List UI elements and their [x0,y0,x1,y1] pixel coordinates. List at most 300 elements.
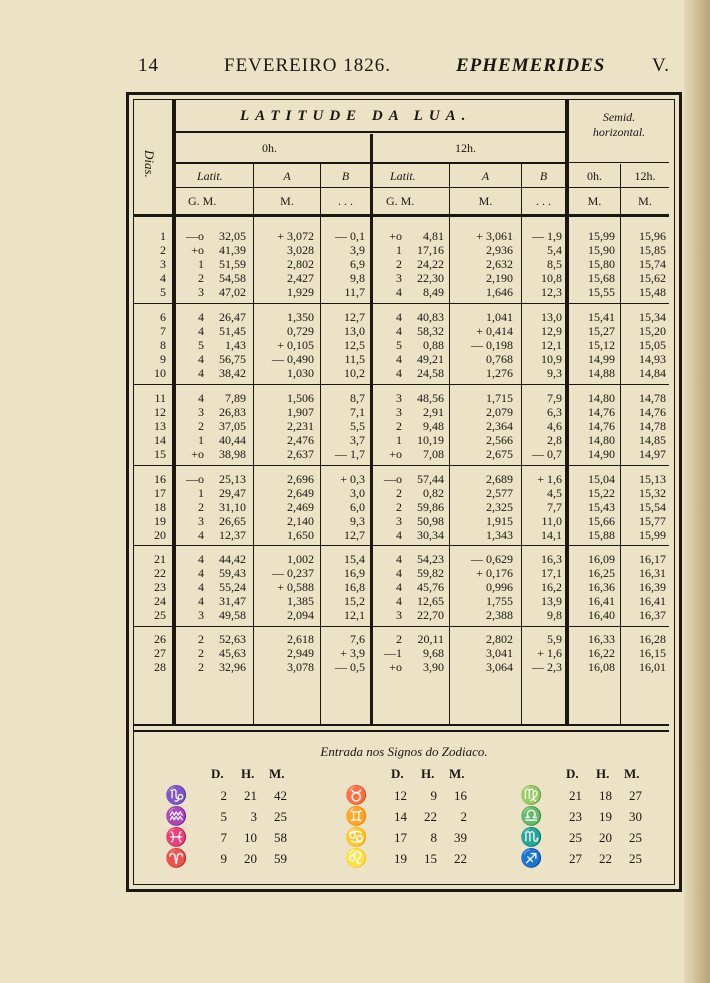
semid12-cell: 15,13 [639,472,666,486]
a0-cell: 2,802 [287,257,314,271]
a12-cell: 1,646 [486,285,513,299]
col-latit-0h: Latit. [197,169,223,183]
lat0-degree-cell: 2 [198,632,204,646]
lat12-degree-cell: 4 [396,285,402,299]
semid0-cell: 15,80 [588,257,615,271]
day-cell: 16 [154,472,166,486]
b12-cell: 16,2 [541,580,562,594]
a0-cell: 2,469 [287,500,314,514]
time-12h-label: 12h. [455,141,476,155]
day-cell: 18 [154,500,166,514]
a0-cell: 2,649 [287,486,314,500]
zodiac-sign-icon: ♒ [165,806,188,826]
b12-cell: 16,3 [541,552,562,566]
lat12-minutes-cell: 20,11 [417,632,444,646]
rule-semid-head [569,162,669,163]
zodiac-d-value: 7 [220,830,227,845]
a12-cell: 0,768 [486,352,513,366]
b0-cell: 3,7 [350,433,365,447]
zodiac-h-value: 22 [424,809,437,824]
a0-cell: 1,030 [287,366,314,380]
zodiac-h-value: 22 [599,851,612,866]
day-cell: 27 [154,646,166,660]
zodiac-m-value: 58 [274,830,287,845]
b0-cell: 12,5 [344,338,365,352]
lat12-degree-cell: 3 [396,608,402,622]
semid0-cell: 16,41 [588,594,615,608]
semid12-cell: 15,54 [639,500,666,514]
lat12-degree-cell: 2 [396,257,402,271]
lat0-minutes-cell: 45,63 [219,646,246,660]
lat0-minutes-cell: 25,13 [219,472,246,486]
lat0-degree-cell: 2 [198,646,204,660]
b0-cell: + 3,9 [340,646,365,660]
lat12-minutes-cell: 9,68 [423,646,444,660]
rule-mid [370,134,373,724]
zodiac-sign-icon: ♉ [345,785,368,805]
zodiac-d-value: 27 [569,851,582,866]
unit-gm-0h: G. M. [188,194,217,208]
b0-cell: 13,0 [344,324,365,338]
b0-cell: 7,6 [350,632,365,646]
semid12-cell: 14,93 [639,352,666,366]
semid12-cell: 16,37 [639,608,666,622]
b12-cell: 13,9 [541,594,562,608]
lat0-minutes-cell: 52,63 [219,632,246,646]
lat0-degree-cell: 4 [198,552,204,566]
a0-cell: + 3,072 [277,229,314,243]
zodiac-d-value: 25 [569,830,582,845]
b12-cell: — 0,7 [532,447,562,461]
lat12-degree-cell: —1 [384,646,402,660]
a0-cell: 2,618 [287,632,314,646]
zodiac-sign-icon: ♋ [345,827,368,847]
day-cell: 19 [154,514,166,528]
lat0-degree-cell: 4 [198,366,204,380]
day-cell: 14 [154,433,166,447]
zodiac-m-value: 25 [629,830,642,845]
lat0-degree-cell: —o [186,229,204,243]
a0-cell: + 0,105 [277,338,314,352]
b12-cell: 14,1 [541,528,562,542]
unit-gm-12h: G. M. [386,194,415,208]
a12-cell: 1,041 [486,310,513,324]
lat0-degree-cell: 4 [198,566,204,580]
a12-cell: 2,802 [486,632,513,646]
semid12-cell: 14,78 [639,419,666,433]
lat12-degree-cell: 3 [396,405,402,419]
table-title: LATITUDE DA LUA. [240,108,472,124]
b0-cell: 3,9 [350,243,365,257]
rule-group-4 [134,545,669,546]
unit-dots-b0: . . . [338,194,353,208]
lat0-minutes-cell: 54,58 [219,271,246,285]
semid12-cell: 16,15 [639,646,666,660]
zodiac-m-value: 22 [454,851,467,866]
zodiac-h-value: 15 [424,851,437,866]
lat12-minutes-cell: 4,81 [423,229,444,243]
lat0-minutes-cell: 38,42 [219,366,246,380]
lat0-minutes-cell: 26,65 [219,514,246,528]
semid12-cell: 15,85 [639,243,666,257]
lat12-minutes-cell: 30,34 [417,528,444,542]
lat0-minutes-cell: 26,83 [219,405,246,419]
col-semid-0h: 0h. [587,169,602,183]
semid12-cell: 16,41 [639,594,666,608]
semid12-cell: 16,17 [639,552,666,566]
a0-cell: 1,350 [287,310,314,324]
b0-cell: 16,8 [344,580,365,594]
lat12-degree-cell: 3 [396,391,402,405]
zodiac-sign-icon: ♑ [165,785,188,805]
a0-cell: 0,729 [287,324,314,338]
rule-foot [134,724,669,726]
semid12-cell: 15,20 [639,324,666,338]
semid0-cell: 16,09 [588,552,615,566]
lat12-degree-cell: 4 [396,580,402,594]
zodiac-sign-icon: ♏ [520,827,543,847]
b12-cell: 9,3 [547,366,562,380]
rule-semid-split [620,164,621,724]
lat0-degree-cell: 2 [198,419,204,433]
zodiac-header-m: M. [624,766,640,781]
semid12-cell: 16,28 [639,632,666,646]
b12-cell: 12,9 [541,324,562,338]
semid12-cell: 16,39 [639,580,666,594]
lat0-degree-cell: 4 [198,580,204,594]
zodiac-h-value: 19 [599,809,612,824]
lat12-minutes-cell: 8,49 [423,285,444,299]
b0-cell: — 0,1 [335,229,365,243]
lat12-minutes-cell: 2,91 [423,405,444,419]
lat0-degree-cell: +o [191,447,204,461]
a12-cell: 1,915 [486,514,513,528]
zodiac-m-value: 59 [274,851,287,866]
lat12-degree-cell: 4 [396,310,402,324]
lat12-degree-cell: 2 [396,486,402,500]
a12-cell: 1,276 [486,366,513,380]
a12-cell: + 3,061 [476,229,513,243]
lat0-degree-cell: —o [186,472,204,486]
semid0-cell: 15,68 [588,271,615,285]
semid-subtitle: horizontal. [592,125,646,139]
semid12-cell: 14,78 [639,391,666,405]
zodiac-header-h: H. [421,766,435,781]
lat0-minutes-cell: 26,47 [219,310,246,324]
b0-cell: 8,7 [350,391,365,405]
zodiac-d-value: 14 [394,809,407,824]
semid0-cell: 15,55 [588,285,615,299]
zodiac-d-value: 19 [394,851,407,866]
semid0-cell: 15,66 [588,514,615,528]
b12-cell: 10,9 [541,352,562,366]
a0-cell: 2,476 [287,433,314,447]
lat0-minutes-cell: 12,37 [219,528,246,542]
lat0-minutes-cell: 37,05 [219,419,246,433]
a0-cell: 2,696 [287,472,314,486]
lat0-degree-cell: 4 [198,528,204,542]
day-cell: 2 [160,243,166,257]
a12-cell: 1,715 [486,391,513,405]
zodiac-h-value: 21 [244,788,257,803]
day-cell: 8 [160,338,166,352]
day-cell: 17 [154,486,166,500]
semid12-cell: 14,76 [639,405,666,419]
day-cell: 25 [154,608,166,622]
lat0-degree-cell: 3 [198,405,204,419]
a0-cell: 1,002 [287,552,314,566]
semid12-cell: 15,77 [639,514,666,528]
zodiac-header-m: M. [449,766,465,781]
a12-cell: 2,689 [486,472,513,486]
a0-cell: 2,231 [287,419,314,433]
lat12-minutes-cell: 50,98 [417,514,444,528]
zodiac-m-value: 16 [454,788,467,803]
zodiac-title: Entrada nos Signos do Zodiaco. [320,744,488,759]
a0-cell: — 0,237 [272,566,314,580]
lat0-minutes-cell: 55,24 [219,580,246,594]
semid0-cell: 14,88 [588,366,615,380]
semid0-cell: 15,04 [588,472,615,486]
a12-cell: 2,190 [486,271,513,285]
zodiac-d-value: 17 [394,830,407,845]
rule-dias [172,100,176,724]
zodiac-header-h: H. [241,766,255,781]
b12-cell: 7,7 [547,500,562,514]
b12-cell: 12,1 [541,338,562,352]
col-a-0h: A [283,169,291,183]
zodiac-sign-icon: ♍ [520,785,543,805]
lat12-minutes-cell: 0,88 [423,338,444,352]
lat0-minutes-cell: 44,42 [219,552,246,566]
b12-cell: 8,5 [547,257,562,271]
zodiac-sign-icon: ♎ [520,806,543,826]
col-semid-12h: 12h. [634,169,656,183]
day-cell: 22 [154,566,166,580]
zodiac-d-value: 2 [220,788,227,803]
lat0-minutes-cell: 7,89 [225,391,246,405]
rule-units [134,214,669,217]
b12-cell: 17,1 [541,566,562,580]
lat12-degree-cell: +o [389,660,402,674]
lat12-minutes-cell: 10,19 [417,433,444,447]
zodiac-m-value: 42 [274,788,287,803]
zodiac-header-d: D. [566,766,579,781]
a12-cell: 1,343 [486,528,513,542]
lat12-minutes-cell: 58,32 [417,324,444,338]
col-b-12h: B [539,169,548,183]
lat12-minutes-cell: 9,48 [423,419,444,433]
b12-cell: 4,6 [547,419,562,433]
day-cell: 23 [154,580,166,594]
lat12-degree-cell: 4 [396,528,402,542]
lat12-degree-cell: +o [389,229,402,243]
lat12-degree-cell: 2 [396,632,402,646]
zodiac-m-value: 2 [460,809,467,824]
lat0-minutes-cell: 47,02 [219,285,246,299]
lat0-minutes-cell: 49,58 [219,608,246,622]
lat12-degree-cell: —o [384,472,402,486]
unit-m-a12: M. [478,194,493,208]
b12-cell: 6,3 [547,405,562,419]
zodiac-m-value: 25 [629,851,642,866]
lat12-minutes-cell: 48,56 [417,391,444,405]
lat12-degree-cell: 3 [396,271,402,285]
semid0-cell: 15,41 [588,310,615,324]
lat12-degree-cell: 4 [396,566,402,580]
lat0-degree-cell: 3 [198,608,204,622]
lat0-minutes-cell: 31,47 [219,594,246,608]
time-0h-label: 0h. [262,141,277,155]
lat12-minutes-cell: 49,21 [417,352,444,366]
rule-title [176,131,565,133]
a0-cell: 1,929 [287,285,314,299]
a12-cell: 2,325 [486,500,513,514]
semid0-cell: 16,22 [588,646,615,660]
lat12-minutes-cell: 24,22 [417,257,444,271]
semid0-cell: 16,36 [588,580,615,594]
b12-cell: 13,0 [541,310,562,324]
semid0-cell: 15,43 [588,500,615,514]
semid12-cell: 16,01 [639,660,666,674]
rule-group-1 [134,303,669,304]
zodiac-sign-icon: ♓ [165,827,188,847]
lat0-degree-cell: 2 [198,500,204,514]
semid12-cell: 14,84 [639,366,666,380]
day-cell: 7 [160,324,166,338]
b0-cell: 5,5 [350,419,365,433]
day-cell: 13 [154,419,166,433]
lat0-minutes-cell: 41,39 [219,243,246,257]
zodiac-m-value: 30 [629,809,642,824]
day-cell: 3 [160,257,166,271]
b0-cell: 6,9 [350,257,365,271]
lat12-degree-cell: 2 [396,500,402,514]
b12-cell: 4,5 [547,486,562,500]
semid0-cell: 14,76 [588,405,615,419]
a12-cell: — 0,629 [471,552,513,566]
b12-cell: 5,9 [547,632,562,646]
a12-cell: 2,675 [486,447,513,461]
dias-label: Dias. [142,150,157,178]
page-gutter [684,0,710,983]
rule-time-12 [373,162,565,164]
lat0-minutes-cell: 59,43 [219,566,246,580]
lat0-degree-cell: 2 [198,660,204,674]
b0-cell: 15,2 [344,594,365,608]
lat0-minutes-cell: 51,59 [219,257,246,271]
unit-m-semid0: M. [587,194,602,208]
lat0-degree-cell: 2 [198,271,204,285]
semid0-cell: 16,25 [588,566,615,580]
semid12-cell: 15,99 [639,528,666,542]
zodiac-sign-icon: ♊ [345,806,368,826]
b0-cell: — 1,7 [335,447,365,461]
lat0-degree-cell: 4 [198,391,204,405]
lat12-degree-cell: 5 [396,338,402,352]
zodiac-m-value: 39 [454,830,467,845]
semid0-cell: 14,76 [588,419,615,433]
a0-cell: 3,078 [287,660,314,674]
b0-cell: 11,7 [344,285,365,299]
b0-cell: 7,1 [350,405,365,419]
day-cell: 21 [154,552,166,566]
lat12-degree-cell: +o [389,447,402,461]
a0-cell: 3,028 [287,243,314,257]
lat12-minutes-cell: 7,08 [423,447,444,461]
zodiac-h-value: 8 [430,830,437,845]
unit-m-semid12: M. [638,194,652,208]
semid0-cell: 15,12 [588,338,615,352]
b12-cell: + 1,6 [537,472,562,486]
a12-cell: 2,936 [486,243,513,257]
day-cell: 4 [160,271,166,285]
col-a-12h: A [481,169,490,183]
a0-cell: — 0,490 [272,352,314,366]
day-cell: 1 [160,229,166,243]
semid12-cell: 16,31 [639,566,666,580]
day-cell: 28 [154,660,166,674]
a0-cell: 2,637 [287,447,314,461]
zodiac-h-value: 9 [430,788,437,803]
running-head [138,55,670,83]
day-cell: 9 [160,352,166,366]
a0-cell: 1,907 [287,405,314,419]
rule-time [176,162,370,164]
a12-cell: 2,079 [486,405,513,419]
semid0-cell: 15,88 [588,528,615,542]
lat0-minutes-cell: 38,98 [219,447,246,461]
lat12-minutes-cell: 17,16 [417,243,444,257]
semid12-cell: 15,74 [639,257,666,271]
b12-cell: 11,0 [541,514,562,528]
semid12-cell: 15,62 [639,271,666,285]
b12-cell: — 1,9 [532,229,562,243]
lat12-degree-cell: 4 [396,352,402,366]
col-latit-12h: Latit. [390,169,416,183]
lat12-minutes-cell: 45,76 [417,580,444,594]
zodiac-d-value: 5 [220,809,227,824]
b0-cell: 15,4 [344,552,365,566]
lat0-degree-cell: 1 [198,486,204,500]
lat12-degree-cell: 4 [396,366,402,380]
zodiac-m-value: 25 [274,809,287,824]
lat0-degree-cell: 1 [198,433,204,447]
day-cell: 11 [154,391,166,405]
b0-cell: + 0,3 [340,472,365,486]
lat0-minutes-cell: 56,75 [219,352,246,366]
lat0-minutes-cell: 32,05 [219,229,246,243]
semid0-cell: 16,33 [588,632,615,646]
rule-group-3 [134,465,669,466]
a12-cell: 1,755 [486,594,513,608]
lat0-degree-cell: 4 [198,594,204,608]
b12-cell: 7,9 [547,391,562,405]
a0-cell: 1,506 [287,391,314,405]
zodiac-header-m: M. [269,766,285,781]
a0-cell: 1,650 [287,528,314,542]
book-title: EPHEMERIDES [456,55,606,76]
day-cell: 5 [160,285,166,299]
a12-cell: 0,996 [486,580,513,594]
lat12-minutes-cell: 12,65 [417,594,444,608]
lat12-degree-cell: 3 [396,514,402,528]
lat12-minutes-cell: 59,86 [417,500,444,514]
a12-cell: + 0,176 [476,566,513,580]
volume-number: V. [651,55,670,76]
zodiac-h-value: 10 [244,830,257,845]
semid0-cell: 16,08 [588,660,615,674]
